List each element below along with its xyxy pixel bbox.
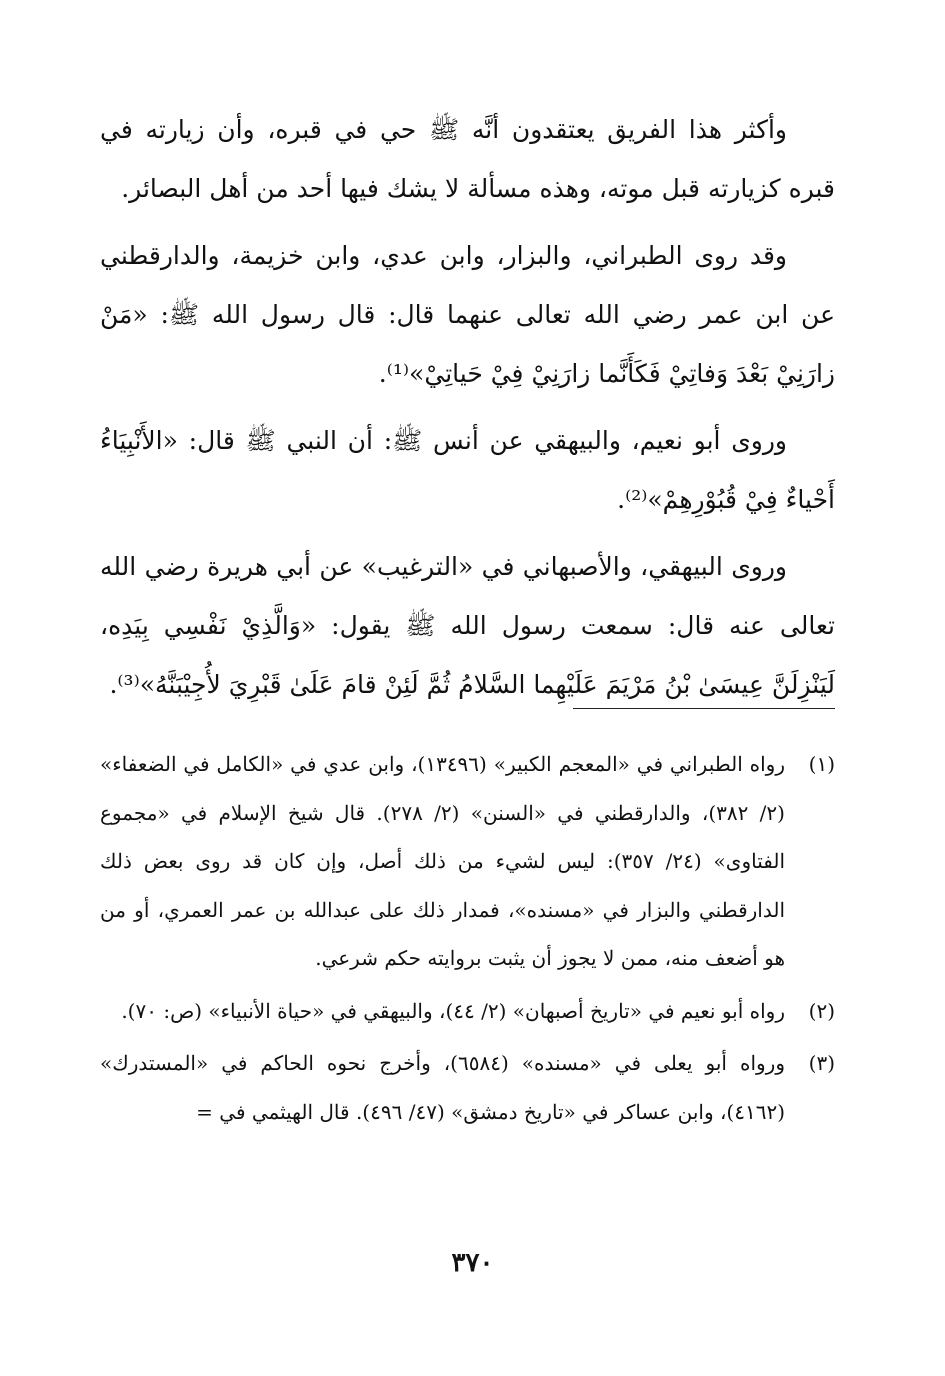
footnote [100, 1039, 835, 1136]
page-number: ٣٧٠ [451, 1248, 494, 1278]
main-text [100, 100, 835, 722]
footnote-number: (١) [808, 752, 835, 776]
footnote-number: (٣) [808, 1051, 835, 1075]
paragraph: وقد روى الطبراني، والبزار، وابن عدي، وابن خزيمة، والدارقطني عن ابن عمر رضي الله تعالى عنهما قال: قال رسول الله ﷺ: «مَنْ زارَنِيْ بَعْدَ وَفاتِيْ فَكَأَنَّما زارَنِيْ فِيْ حَياتِيْ»⁽¹⁾. [100, 241, 835, 388]
footnote [100, 740, 835, 983]
footnote-number: (٢) [808, 998, 835, 1023]
paragraph: وأكثر هذا الفريق يعتقدون أنَّه ﷺ حي في قبره، وأن زيارته في قبره كزيارته قبل موته، وهذه مسألة لا يشك فيها أحد من أهل البصائر. [100, 115, 835, 203]
footnote-text: ورواه أبو يعلى في «مسنده» (٦٥٨٤)، وأخرج نحوه الحاكم في «المستدرك» (٤١٦٢)، وابن عساكر في «تاريخ دمشق» (٤٧/ ٤٩٦). قال الهيثمي في = [100, 1051, 785, 1124]
footnotes [100, 740, 835, 1140]
paragraph: وروى البيهقي، والأصبهاني في «الترغيب» عن أبي هريرة رضي الله تعالى عنه قال: سمعت رسول الله ﷺ يقول: «وَالَّذِيْ نَفْسِي بِيَدِه، لَيَنْزِلَنَّ عِيسَىٰ بْنُ مَرْيَمَ عَلَيْهِما السَّلامُ ثُمَّ لَئِنْ قامَ عَلَىٰ قَبْرِيَ لأُجِيْبَنَّهُ»⁽³⁾. [100, 552, 835, 699]
footnote-divider [573, 708, 835, 709]
paragraph: وروى أبو نعيم، والبيهقي عن أنس ﷺ: أن النبي ﷺ قال: «الأَنْبِيَاءُ أَحْياءٌ فِيْ قُبُوْرِهِمْ»⁽²⁾. [100, 426, 835, 514]
footnote-text: رواه أبو نعيم في «تاريخ أصبهان» (٢/ ٤٤)، والبيهقي في «حياة الأنبياء» (ص: ٧٠). [121, 998, 785, 1023]
footnote-text: رواه الطبراني في «المعجم الكبير» (١٣٤٩٦)، وابن عدي في «الكامل في الضعفاء» (٢/ ٣٨٢)، والدارقطني في «السنن» (٢/ ٢٧٨). قال شيخ الإسلام في «مجموع الفتاوى» (٢٤/ ٣٥٧): ليس لشيء من ذلك أصل، وإن كان قد روى بعض ذلك الدارقطني والبزار في «مسنده»، فمدار ذلك على عبدالله بن عمر العمري، أو من هو أضعف منه، ممن لا يجوز أن يثبت بروايته حكم شرعي. [100, 752, 785, 970]
footnote [100, 987, 835, 1036]
